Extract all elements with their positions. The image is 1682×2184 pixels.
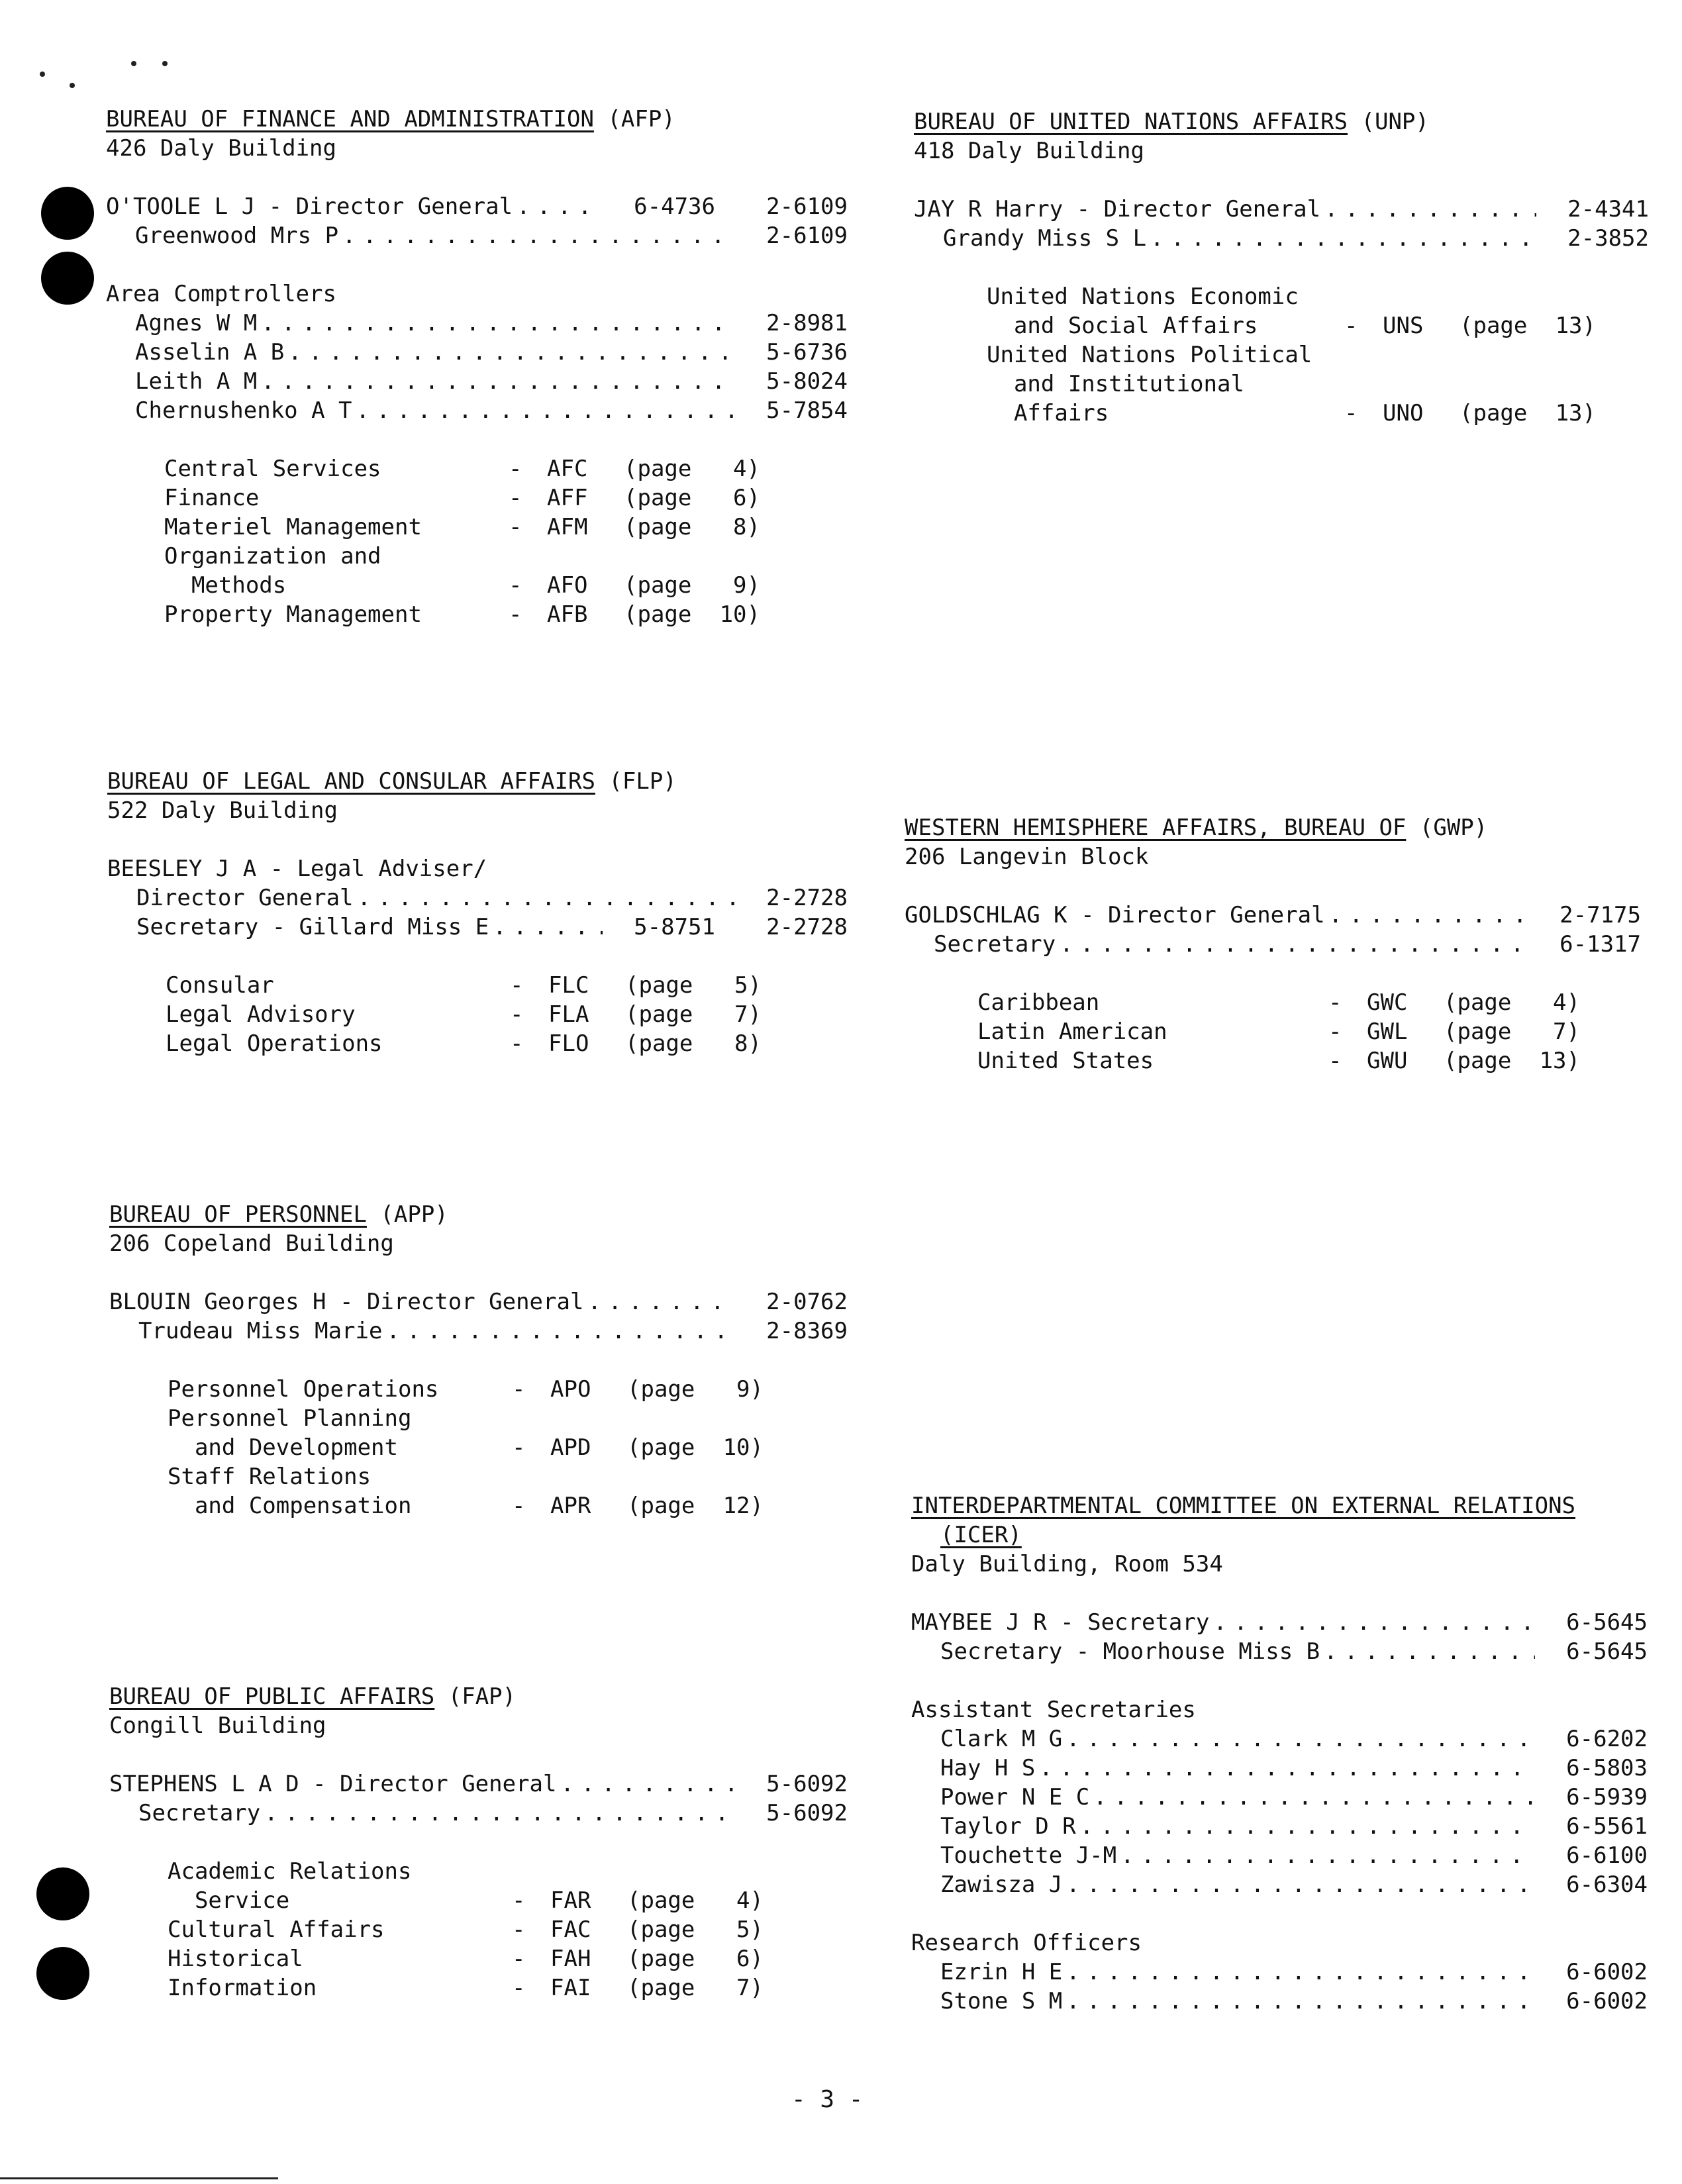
list-item: Agnes W M . . . 2-8981 <box>106 309 848 338</box>
section-address: 206 Langevin Block <box>905 844 1149 870</box>
speck <box>162 61 168 66</box>
section-code: (UNP) <box>1361 109 1429 135</box>
division-list <box>109 1857 848 2003</box>
section-code: (APP) <box>380 1201 448 1228</box>
list-item: Taylor D R . . . 6-5561 <box>911 1812 1648 1841</box>
division-item: Legal Operations - FLO (page 8) <box>166 1030 762 1057</box>
division-item: and Development - APD (page 10) <box>168 1434 764 1461</box>
division-item: Cultural Affairs - FAC (page 5) <box>168 1916 764 1943</box>
section-code: (ICER) <box>940 1522 1022 1548</box>
division-item: Property Management - AFB (page 10) <box>164 601 760 628</box>
division-item: Central Services - AFC (page 4) <box>164 456 760 482</box>
list-item: Touchette J-M . . . 6-6100 <box>911 1841 1648 1870</box>
division-item: Legal Advisory - FLA (page 7) <box>166 1001 762 1028</box>
secretary-row: Secretary - Gillard Miss E . . . 5-8751 2-2728 <box>107 913 848 942</box>
section-public-affairs <box>109 1682 848 2003</box>
group-label: Research Officers <box>911 1930 1142 1956</box>
section-code: (GWP) <box>1419 815 1488 841</box>
group-label: Area Comptrollers <box>106 281 336 307</box>
section-united-nations <box>914 107 1649 428</box>
division-item-line: Organization and <box>164 543 381 570</box>
division-list <box>109 1375 848 1520</box>
section-code: (AFP) <box>607 106 675 132</box>
section-heading: BUREAU OF PERSONNEL <box>109 1201 367 1228</box>
list-item: Chernushenko A T . . . 5-7854 <box>106 396 848 425</box>
section-heading: BUREAU OF UNITED NATIONS AFFAIRS <box>914 109 1348 135</box>
secretary-row: Secretary - Moorhouse Miss B . . . 6-5645 <box>911 1637 1648 1666</box>
section-address: 418 Daly Building <box>914 138 1144 164</box>
section-heading: BUREAU OF PUBLIC AFFAIRS <box>109 1683 435 1710</box>
page-edge-line <box>0 2177 278 2179</box>
secretary-row: Greenwood Mrs P . . . 2-6109 <box>106 221 848 250</box>
director-row: JAY R Harry - Director General . . . 2-4341 <box>914 195 1649 224</box>
section-code: (FAP) <box>448 1683 517 1710</box>
list-item: Clark M G . . . 6-6202 <box>911 1724 1648 1754</box>
section-finance <box>106 105 848 629</box>
section-address: 522 Daly Building <box>107 797 338 824</box>
division-item: Personnel Operations - APO (page 9) <box>168 1376 764 1403</box>
secretary-row: Secretary . . . 5-6092 <box>109 1799 848 1828</box>
division-item-line: Academic Relations <box>168 1858 412 1885</box>
section-legal <box>107 767 848 1058</box>
punch-hole <box>41 252 94 305</box>
section-western-hemisphere <box>905 813 1641 1075</box>
list-item: Leith A M . . . 5-8024 <box>106 367 848 396</box>
list-item: Hay H S . . . 6-5803 <box>911 1754 1648 1783</box>
division-item: Historical - FAH (page 6) <box>168 1946 764 1972</box>
section-address: Congill Building <box>109 1712 326 1739</box>
director-row: STEPHENS L A D - Director General . . . 5-6092 <box>109 1769 848 1799</box>
group-label: Assistant Secretaries <box>911 1697 1196 1723</box>
division-item: Information - FAI (page 7) <box>168 1975 764 2001</box>
division-item: Finance - AFF (page 6) <box>164 485 760 511</box>
section-address: 206 Copeland Building <box>109 1230 394 1257</box>
division-item-line: and Institutional <box>987 371 1244 397</box>
punch-hole <box>41 187 94 240</box>
speck <box>70 83 75 88</box>
punch-hole <box>36 1867 89 1920</box>
director-row: O'TOOLE L J - Director General . . . 6-4736 2-6109 <box>106 192 848 221</box>
director-row: Director General . . . 2-2728 <box>107 883 848 913</box>
punch-hole <box>36 1947 89 2000</box>
secretary-row: Grandy Miss S L . . . 2-3852 <box>914 224 1649 253</box>
speck <box>40 72 45 77</box>
director-row: GOLDSCHLAG K - Director General . . . 2-7175 <box>905 901 1641 930</box>
division-item-line: Personnel Planning <box>168 1405 412 1432</box>
director-row: BEESLEY J A - Legal Adviser/ <box>107 856 487 882</box>
division-item: Caribbean - GWC (page 4) <box>977 989 1580 1016</box>
section-personnel <box>109 1200 848 1520</box>
division-item: Service - FAR (page 4) <box>168 1887 764 1914</box>
division-item: Methods - AFO (page 9) <box>164 572 760 599</box>
director-row: MAYBEE J R - Secretary . . . 6-5645 <box>911 1608 1648 1637</box>
director-row: BLOUIN Georges H - Director General . . . 2-0762 <box>109 1287 848 1316</box>
division-item: and Social Affairs - UNS (page 13) <box>987 313 1596 339</box>
section-heading: INTERDEPARTMENTAL COMMITTEE ON EXTERNAL RELATIONS <box>911 1493 1576 1519</box>
division-item-line: United Nations Economic <box>987 283 1299 310</box>
list-item: Stone S M . . . 6-6002 <box>911 1987 1648 2016</box>
section-heading: WESTERN HEMISPHERE AFFAIRS, BUREAU OF <box>905 815 1407 841</box>
section-address: 426 Daly Building <box>106 135 336 162</box>
page-number: - 3 - <box>791 2086 864 2113</box>
speck <box>131 61 136 66</box>
list-item: Ezrin H E . . . 6-6002 <box>911 1958 1648 1987</box>
division-list <box>905 988 1641 1075</box>
list-item: Power N E C . . . 6-5939 <box>911 1783 1648 1812</box>
division-list <box>914 282 1649 428</box>
division-item: and Compensation - APR (page 12) <box>168 1493 764 1519</box>
division-item: Consular - FLC (page 5) <box>166 972 762 999</box>
section-address: Daly Building, Room 534 <box>911 1551 1223 1577</box>
division-item: Latin American - GWL (page 7) <box>977 1018 1580 1045</box>
division-item-line: United Nations Political <box>987 342 1312 368</box>
section-heading: BUREAU OF LEGAL AND CONSULAR AFFAIRS <box>107 768 595 795</box>
secretary-row: Secretary . . . 6-1317 <box>905 930 1641 959</box>
section-icer <box>911 1491 1648 2016</box>
section-code: (FLP) <box>609 768 677 795</box>
division-item: Affairs - UNO (page 13) <box>987 400 1596 426</box>
division-item: United States - GWU (page 13) <box>977 1048 1580 1074</box>
section-heading: BUREAU OF FINANCE AND ADMINISTRATION <box>106 106 594 132</box>
list-item: Asselin A B . . . 5-6736 <box>106 338 848 367</box>
division-item-line: Staff Relations <box>168 1464 371 1490</box>
secretary-row: Trudeau Miss Marie . . . 2-8369 <box>109 1316 848 1346</box>
division-item: Materiel Management - AFM (page 8) <box>164 514 760 540</box>
list-item: Zawisza J . . . 6-6304 <box>911 1870 1648 1899</box>
division-list <box>106 454 848 629</box>
division-list <box>107 971 848 1058</box>
